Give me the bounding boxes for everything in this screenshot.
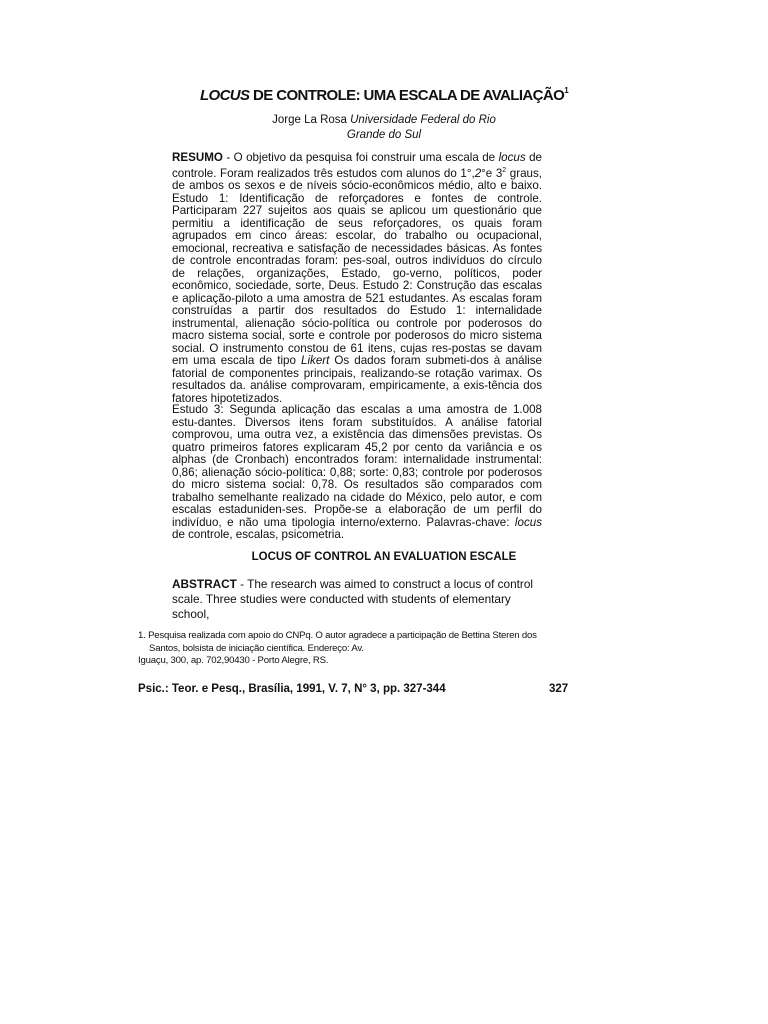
title-footnote-mark: 1 (564, 86, 569, 95)
resumo-italic-locus: locus (498, 151, 526, 164)
resumo-text-2: de controle. Foram realizados três estudos com alunos do 1°, (172, 151, 542, 180)
journal-citation: Psic.: Teor. e Pesq., Brasília, 1991, V. 7, N° 3, pp. 327-344 (138, 683, 446, 695)
english-title: LOCUS OF CONTROL AN EVALUATION ESCALE (251, 551, 517, 563)
title-text: DE CONTROLE: UMA ESCALA DE AVALIAÇÃO (249, 87, 565, 104)
abstract-paragraph (172, 577, 542, 622)
resumo-italic-grade: 2 (474, 166, 482, 180)
abstract-line1: - The research was aimed to construct a locus of control (236, 577, 534, 591)
resumo-text-1: - O objetivo da pesquisa foi construir uma escala de (222, 151, 499, 164)
footnote-line3: Iguaçu, 300, ap. 702,90430 - Porto Alegre, RS. (138, 655, 329, 666)
title-italic-word: LOCUS (199, 87, 250, 104)
resumo-text-4: graus, de ambos os sexos e de níveis sócio-econômicos médio, alto e baixo. Estudo 1: Identificação de reforçadores e fontes de controle. Participaram 227 sujeitos aos quais se aplicou um questionário que permitiu a identificação de seus reforçadores, os quais foram agrupados em cinco áreas: escolar, do trabalho ou ocupacional, emocional, recreativa e satisfação de necessidades básicas. As fontes de controle encontradas foram: pes-soal, outros indivíduos do círculo de relações, organizações, Estado, go-verno, políticos, poder econômico, sociedade, sorte, Deus. Estudo 2: Construção das escalas e aplicação-piloto a uma amostra de 521 estudantes. As escalas foram construídas a partir dos resultados do Estudo 1: internalidade instrumental, alienação sócio-política ou controle por poderosos do macro sistema social, sorte e controle por poderosos do micro sistema social. O instrumento constou de 61 itens, cujas res-postas se davam em uma escala de tipo (172, 166, 542, 367)
estudo3-text-2: de controle, escalas, psicometria. (172, 528, 345, 541)
author-name: Jorge La Rosa (272, 114, 351, 126)
resumo-italic-likert: Likert (301, 354, 330, 367)
resumo-label: RESUMO (172, 151, 223, 164)
author-block (0, 113, 768, 143)
estudo3-italic-locus: locus (514, 515, 542, 529)
abstract-line2: scale. Three studies were conducted with students of elementary school, (172, 592, 511, 621)
footnote (138, 630, 588, 668)
footnote-line2: Santos, bolsista de iniciação científica. Endereço: Av. (149, 642, 364, 654)
footnote-line1: 1. Pesquisa realizada com apoio do CNPq. O autor agradece a participação de Bettina Steren dos (138, 630, 537, 641)
page-number: 327 (549, 683, 569, 695)
resumo-text-3: °e 3 (481, 166, 503, 180)
resumo-paragraph (172, 152, 542, 405)
resumo-text-5: Os dados foram submeti-dos à análise fatorial de componentes principais, realizando-se rotação varimax. Os resultados da. análise comprovaram, empiricamente, a exis-tência dos fatores hipotetizados. (172, 354, 543, 405)
author-affiliation-line2: Grande do Sul (346, 129, 422, 141)
article-title (0, 86, 768, 104)
resumo-superscript: 2 (502, 166, 507, 174)
estudo3-text-1: Estudo 3: Segunda aplicação das escalas a uma amostra de 1.008 estu-dantes. Diversos itens foram substituídos. A análise fatorial comprovou, uma outra vez, a existência das dimensões previstas. Os quatro primeiros fatores explicaram 45,2 por cento da variância e os alphas (de Cronbach) encontrados foram: internalidade instrumental: 0,86; alienação sócio-política: 0,88; sorte: 0,83; controle por poderosos do micro sistema social: 0,78. Os resultados são comparados com trabalho semelhante realizado na cidade do México, pelo autor, e com escalas estaduniden-ses. Propõe-se a elaboração de um perfil do indivíduo, e não uma tipologia interno/externo. Palavras-chave: (172, 403, 542, 529)
abstract-label: ABSTRACT (172, 577, 237, 591)
estudo3-paragraph (172, 404, 542, 542)
author-affiliation-line1: Universidade Federal do Rio (350, 114, 496, 126)
